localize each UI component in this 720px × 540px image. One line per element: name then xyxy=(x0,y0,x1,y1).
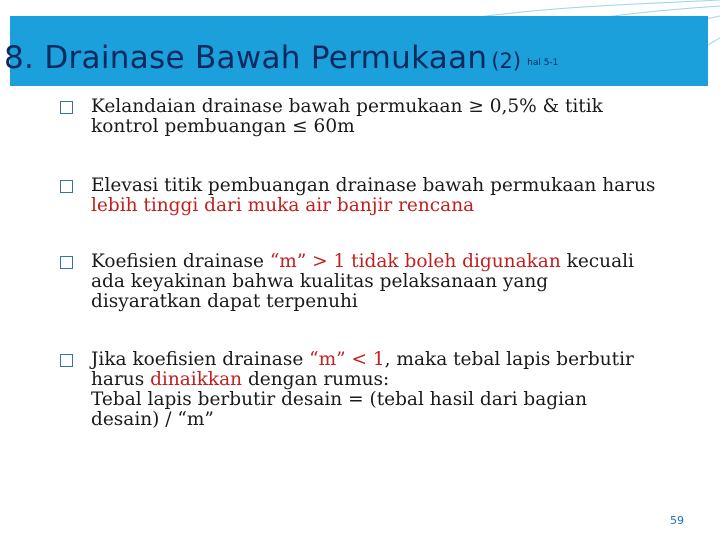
text-run: Tebal lapis berbutir desain = (tebal hasil dari bagian xyxy=(91,389,587,410)
bullet-line xyxy=(91,370,720,390)
slide-title xyxy=(4,40,558,80)
bullet-text xyxy=(91,252,720,312)
text-run: dengan rumus: xyxy=(242,369,390,390)
square-bullet-icon xyxy=(60,354,73,367)
highlighted-text: lebih tinggi dari muka air banjir rencana xyxy=(91,195,475,216)
bullet-line xyxy=(91,97,720,117)
text-run: , maka tebal lapis berbutir xyxy=(384,349,634,370)
square-bullet-icon xyxy=(60,180,73,193)
page-number: 59 xyxy=(670,514,684,527)
text-run: Koefisien drainase xyxy=(91,251,270,272)
bullet-line xyxy=(91,272,720,292)
bullet-line xyxy=(91,252,720,272)
bullet-text xyxy=(91,97,720,137)
text-run: Elevasi titik pembuangan drainase bawah permukaan harus xyxy=(91,175,656,196)
bullet-line xyxy=(91,292,720,312)
text-run: disyaratkan dapat terpenuhi xyxy=(91,291,358,312)
highlighted-text: “m” < 1 xyxy=(309,349,385,370)
text-run: desain) / “m” xyxy=(91,409,214,430)
bullet-line xyxy=(91,390,720,410)
highlighted-text: “m” > 1 tidak boleh digunakan xyxy=(269,251,561,272)
bullet-line xyxy=(91,410,720,430)
bullet-line xyxy=(91,176,720,196)
square-bullet-icon xyxy=(60,256,73,269)
bullet-line xyxy=(91,196,720,216)
text-run: harus xyxy=(91,369,151,390)
square-bullet-icon xyxy=(60,101,73,114)
text-run: ada keyakinan bahwa kualitas pelaksanaan yang xyxy=(91,271,549,292)
bullet-text xyxy=(91,176,720,216)
title-number: (2) xyxy=(491,49,522,73)
bullet-line xyxy=(91,350,720,370)
text-run: Jika koefisien drainase xyxy=(91,349,310,370)
title-main: 8. Drainase Bawah Permukaan xyxy=(4,40,488,76)
text-run: kontrol pembuangan ≤ 60m xyxy=(91,116,355,137)
text-run: Kelandaian drainase bawah permukaan ≥ 0,5% & titik xyxy=(91,96,603,117)
text-run: kecuali xyxy=(560,251,634,272)
highlighted-text: dinaikkan xyxy=(150,369,243,390)
bullet-text xyxy=(91,350,720,430)
bullet-line xyxy=(91,117,720,137)
title-reference: hal 5-1 xyxy=(527,58,559,68)
